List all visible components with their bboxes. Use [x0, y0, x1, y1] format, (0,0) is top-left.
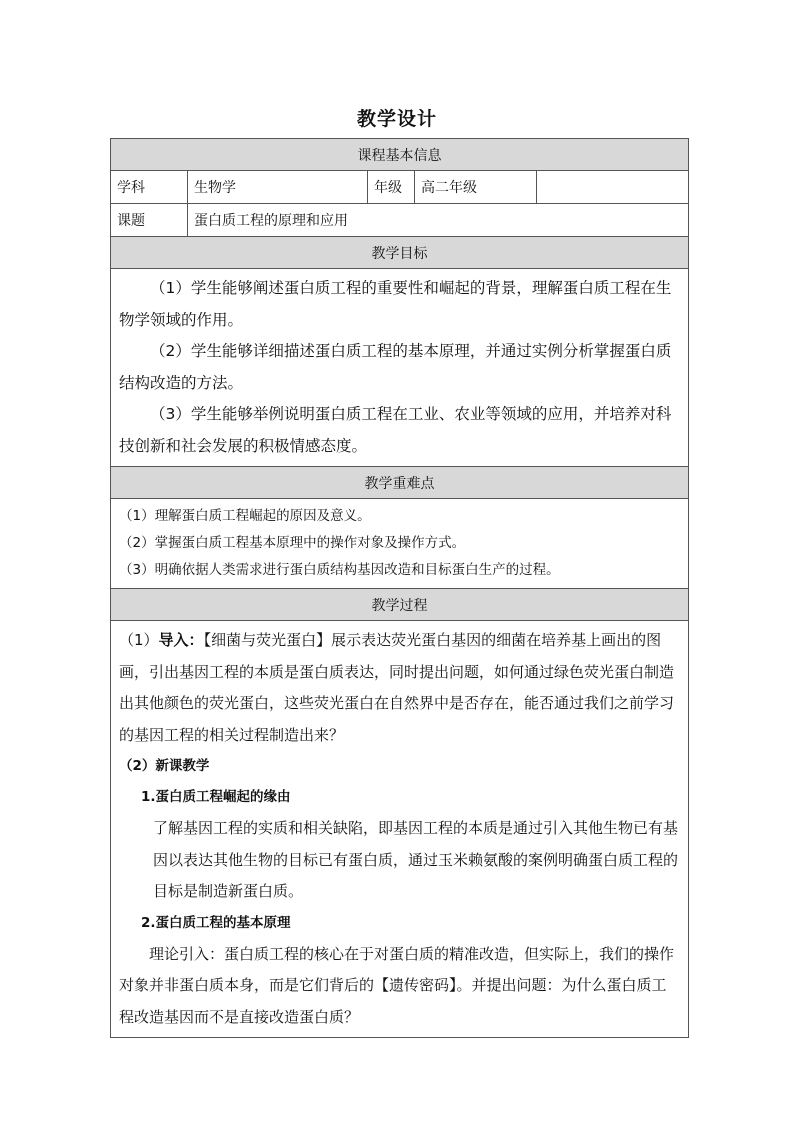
- section-header-key-points: 教学重难点: [111, 467, 689, 499]
- process-cell: [111, 621, 689, 1038]
- key-points-cell: [111, 499, 689, 589]
- key-point-item: （3）明确依据人类需求进行蛋白质结构基因改造和目标蛋白生产的过程。: [119, 562, 560, 578]
- intro-text: 【细菌与荧光蛋白】展示表达荧光蛋白基因的细菌在培养基上画出的图画，引出基因工程的本质是蛋白质表达，同时提出问题，如何通过绿色荧光蛋白制造出其他颜色的荧光蛋白，这些荧光蛋白在自然界中是否存在，能否通过我们之前学习的基因工程的相关过程制造出来？: [119, 631, 675, 744]
- intro-bold-label: 导入：: [158, 631, 204, 649]
- subsection-2-text: 理论引入：蛋白质工程的核心在于对蛋白质的精准改造，但实际上，我们的操作对象并非蛋白质本身，而是它们背后的【遗传密码】。并提出问题：为什么蛋白质工程改造基因而不是直接改造蛋白质？: [119, 944, 675, 1026]
- new-lesson-heading: （2）新课教学: [119, 758, 210, 774]
- objectives-cell: [111, 269, 689, 467]
- objective-item: （3）学生能够举例说明蛋白质工程在工业、农业等领域的应用，并培养对科技创新和社会发展的积极情感态度。: [119, 405, 672, 455]
- subsection-2-title: 2.蛋白质工程的基本原理: [141, 914, 291, 931]
- grade-value: 高二年级: [415, 171, 537, 204]
- subject-value: 生物学: [188, 171, 368, 204]
- empty-cell: [537, 171, 689, 204]
- intro-prefix: （1）: [119, 631, 159, 649]
- topic-label: 课题: [111, 204, 188, 237]
- section-header-process: 教学过程: [111, 589, 689, 621]
- document-title: 教学设计: [356, 108, 437, 130]
- topic-value: 蛋白质工程的原理和应用: [188, 204, 689, 237]
- section-header-basic-info: 课程基本信息: [111, 139, 689, 171]
- section-header-objectives: 教学目标: [111, 237, 689, 269]
- key-point-item: （1）理解蛋白质工程崛起的原因及意义。: [119, 508, 371, 524]
- subsection-1-title: 1.蛋白质工程崛起的缘由: [141, 789, 291, 805]
- grade-label: 年级: [368, 171, 415, 204]
- lesson-plan-table: [110, 138, 689, 1038]
- objective-item: （2）学生能够详细描述蛋白质工程的基本原理，并通过实例分析掌握蛋白质结构改造的方法。: [119, 342, 672, 392]
- intro-paragraph: [119, 625, 680, 751]
- subject-label: 学科: [111, 171, 188, 204]
- subsection-1-text: 了解基因工程的实质和相关缺陷，即基因工程的本质是通过引入其他生物已有基因以表达其他生物的目标已有蛋白质，通过玉米赖氨酸的案例明确蛋白质工程的目标是制造新蛋白质。: [153, 819, 679, 900]
- objective-item: （1）学生能够阐述蛋白质工程的重要性和崛起的背景，理解蛋白质工程在生物学领域的作用。: [119, 279, 672, 329]
- key-point-item: （2）掌握蛋白质工程基本原理中的操作对象及操作方式。: [119, 535, 466, 551]
